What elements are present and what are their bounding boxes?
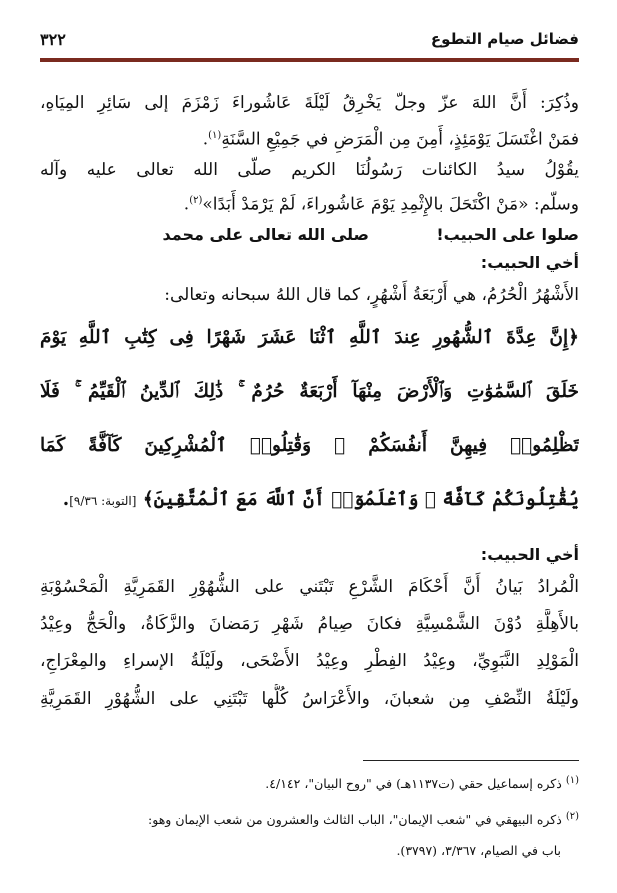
section-heading: أخي الحبيب: <box>480 545 579 564</box>
text-run: . <box>202 129 209 150</box>
body-line: يقُوْلُ سيدُ الكائنات رَسُولُنَا الكريم صلّى الله تعالى عليه وآله <box>40 160 579 180</box>
body-line <box>40 121 579 153</box>
text-run: فمَنْ اغْتَسَلَ يَوْمَئِذٍ، أَمِنَ مِن الْمَرَضِ في جَمِيْعِ السَّنَةِ <box>221 129 579 150</box>
body-line: الأَشْهُرُ الْحُرُمُ، هي أَرْبَعَةُ أَشْهُرٍ، كما قال اللهُ سبحانه وتعالى: <box>164 285 579 305</box>
header-rule <box>40 58 579 62</box>
footnote-number: (٢) <box>565 811 579 822</box>
quran-line: خَلَقَ ٱلسَّمَٰوَٰتِ وَٱلْأَرْضَ مِنْهَآ أَرْبَعَةٌ حُرُمٌ ۚ ذَٰلِكَ ٱلدِّينُ ٱلْقَيِّمُ ۚ فَلَا <box>40 381 579 402</box>
page-number: ٣٢٢ <box>40 30 66 49</box>
chapter-title: فضائل صيام التطوع <box>430 30 579 48</box>
quran-line <box>40 480 579 522</box>
running-header <box>40 26 579 58</box>
footnote-separator <box>363 760 579 761</box>
footnote-marker: (١) <box>208 130 222 141</box>
footnote-text: ذكره البيهقي في "شعب الإيمان"، الباب الثالث والعشرون من شعب الإيمان وهو: <box>148 812 562 828</box>
section-heading: أخي الحبيب: <box>480 253 579 272</box>
footnote <box>40 770 579 795</box>
footnote-text: ذكره إسماعيل حقي (ت١١٣٧هـ) في "روح البيان"، ٤/١٤٢. <box>265 776 562 792</box>
blessing-reply: صلى الله تعالى على محمد <box>162 225 369 244</box>
body-line: وذُكِرَ: أَنَّ اللهَ عزّ وجلّ يَخْرِقُ لَيْلَةَ عَاشُوراءَ زَمْزَمَ إلى سَائِرِ المِيَاهِ، <box>40 93 579 113</box>
verse-text: يُقَٰتِلُونَكُمْ كَآفَّةً ۚ وَٱعْلَمُوٓا۟ أَنَّ ٱللَّهَ مَعَ ٱلْمُتَّقِينَ﴾ <box>142 489 579 510</box>
quran-line: ﴿إِنَّ عِدَّةَ ٱلشُّهُورِ عِندَ ٱللَّهِ ٱثْنَا عَشَرَ شَهْرًا فِى كِتَٰبِ ٱللَّهِ يَوْمَ <box>40 327 579 348</box>
footnote <box>40 806 579 831</box>
text-run: . <box>62 489 70 510</box>
verse-reference: [التوبة: ٩/٣٦] <box>69 494 137 508</box>
quran-line: تَظْلِمُوا۟ فِيهِنَّ أَنفُسَكُمْ ۚ وَقَٰتِلُوا۟ ٱلْمُشْرِكِينَ كَآفَّةً كَمَا <box>40 435 579 456</box>
text-run: . <box>183 194 190 215</box>
body-line: ولَيْلَةُ النِّصْفِ مِن شعبانَ، والأَعْرَاسُ كُلُّها تَبْتَنِي على الشُّهُوْرِ القَمَرِيَّةِ <box>40 689 579 709</box>
text-run: وسلّم: «مَنْ اكْتَحَلَ بالإِثْمِدِ يَوْمَ عَاشُوراءَ، لَمْ يَرْمَدْ أَبَدًا» <box>202 194 579 215</box>
blessing-call: صلوا على الحبيب! <box>436 225 579 244</box>
footnote-number: (١) <box>565 775 579 786</box>
body-line: بالأَهِلَّةِ دُوْنَ الشَّمْسِيَّةِ فكانَ صِيامُ شَهْرِ رَمَضانَ والزَّكَاةُ، والْحَجُّ وعِيْدُ <box>40 614 579 634</box>
body-line <box>40 186 579 218</box>
footnote-continuation: باب في الصيام، ٣/٣٦٧، (٣٧٩٧). <box>396 843 561 858</box>
footnote-marker: (٢) <box>189 195 203 206</box>
body-line: الْمُرادُ بَيانُ أَنَّ أَحْكَامَ الشَّرْعِ تَبْتَني على الشُّهُوْرِ القَمَرِيَّةِ الْمَحْسُوْبَةِ <box>40 577 579 597</box>
body-line: الْمَوْلِدِ النَّبَوِيِّ، وعِيْدُ الفِطْرِ وعِيْدُ الأَضْحَى، ولَيْلَةُ الإسراءِ والمِعْرَاجِ، <box>40 651 579 671</box>
